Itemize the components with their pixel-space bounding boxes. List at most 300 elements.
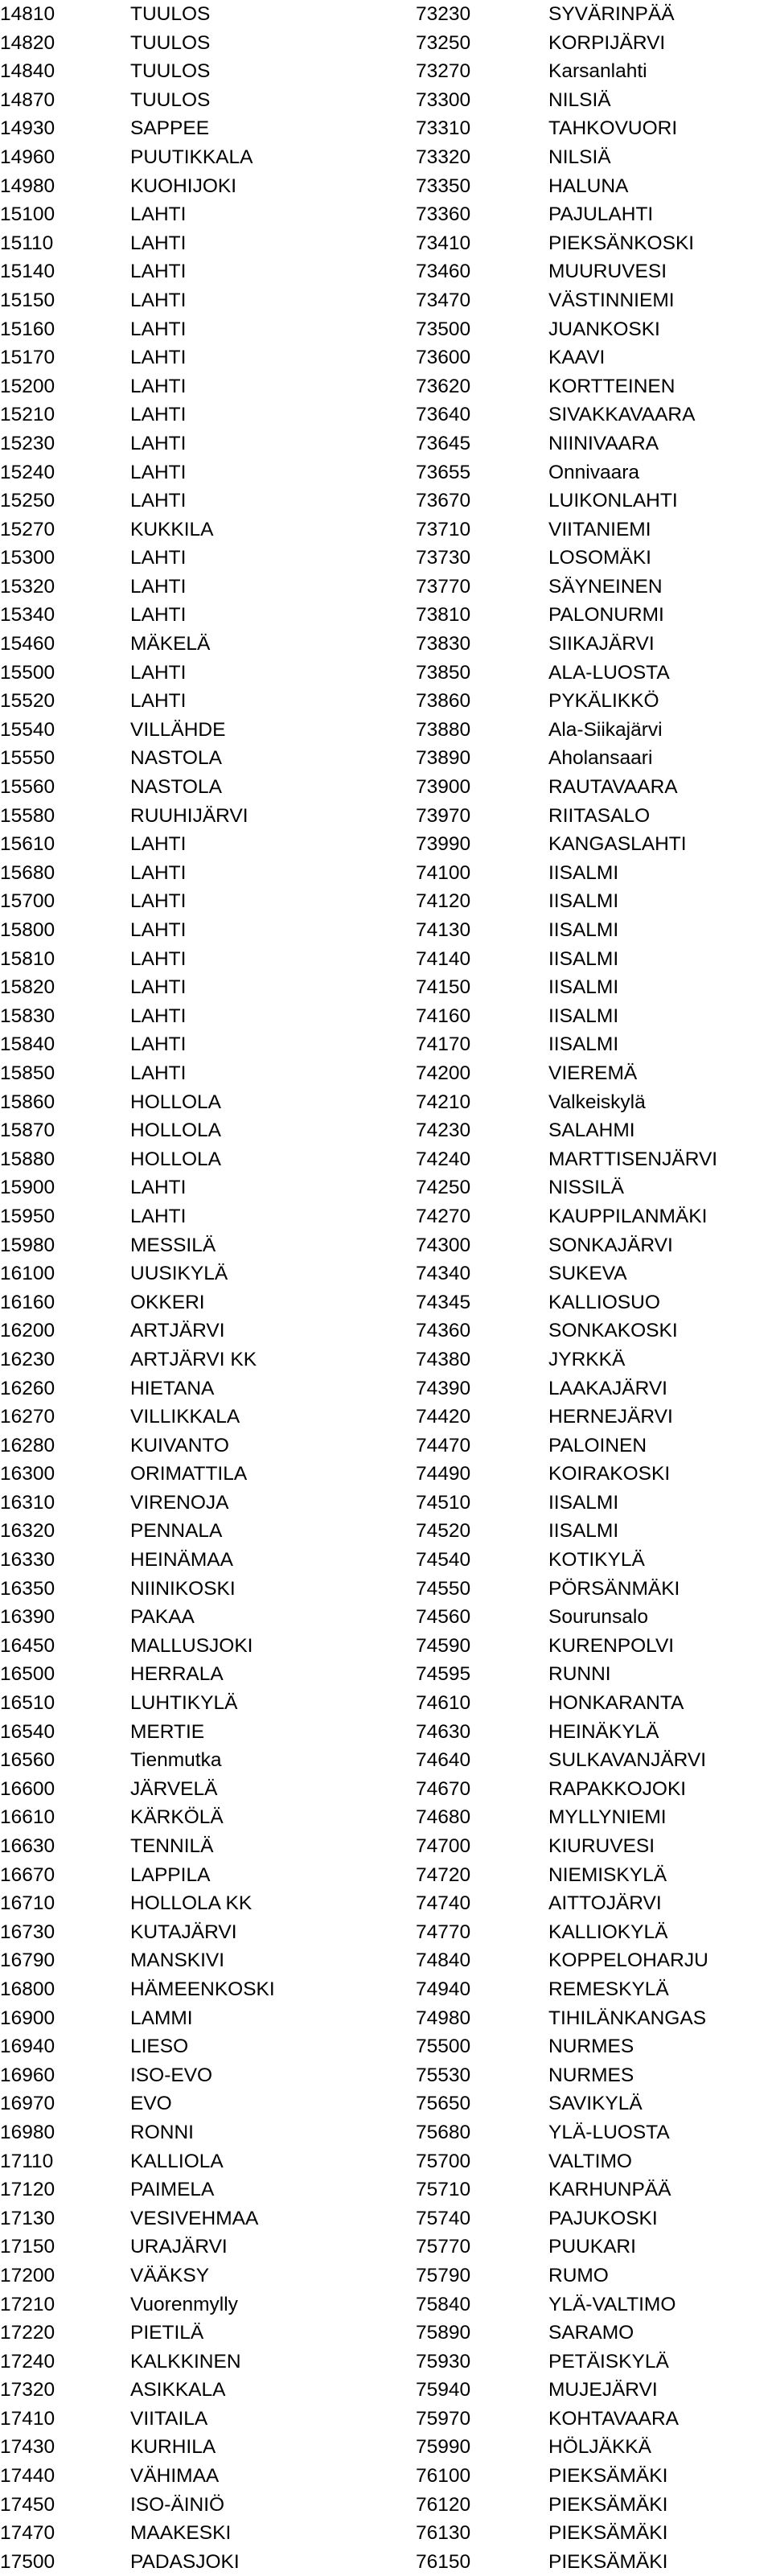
postal-code-left: 16300 (0, 1463, 55, 1485)
place-name-right: NILSIÄ (548, 88, 611, 111)
postal-code-left: 16200 (0, 1320, 55, 1342)
table-row (0, 1746, 772, 1775)
place-name-left: VIITAILA (130, 2407, 208, 2430)
place-name-right: PAJULAHTI (548, 203, 654, 226)
table-row (0, 802, 772, 831)
postal-code-right: 74940 (416, 1978, 471, 2000)
postal-code-right: 75990 (416, 2436, 471, 2459)
place-name-left: TUULOS (130, 31, 211, 54)
postal-code-left: 15140 (0, 261, 55, 283)
table-row (0, 1489, 772, 1518)
postal-code-right: 73460 (416, 261, 471, 283)
postal-code-left: 16900 (0, 2007, 55, 2029)
place-name-left: NIINIKOSKI (130, 1577, 236, 1600)
place-name-left: NASTOLA (130, 747, 222, 770)
postal-code-right: 74340 (416, 1263, 471, 1285)
place-name-left: LAHTI (130, 833, 187, 856)
place-name-right: NIEMISKYLÄ (548, 1863, 667, 1886)
place-name-right: IISALMI (548, 861, 619, 884)
postal-code-right: 73310 (416, 117, 471, 140)
place-name-right: KALLIOSUO (548, 1291, 660, 1313)
place-name-left: RONNI (130, 2121, 194, 2143)
place-name-left: HOLLOLA (130, 1120, 222, 1142)
place-name-left: TUULOS (130, 3, 211, 25)
postal-code-right: 74380 (416, 1348, 471, 1370)
table-row (0, 1861, 772, 1890)
postal-code-left: 14840 (0, 60, 55, 83)
postal-code-left: 17500 (0, 2550, 55, 2573)
postal-code-left: 14810 (0, 3, 55, 25)
place-name-right: IISALMI (548, 947, 619, 970)
postal-code-left: 16270 (0, 1406, 55, 1428)
postal-code-left: 14870 (0, 88, 55, 111)
place-name-left: LAHTI (130, 976, 187, 999)
table-row (0, 1689, 772, 1718)
place-name-left: MESSILÄ (130, 1234, 216, 1256)
place-name-right: MYLLYNIEMI (548, 1806, 667, 1829)
place-name-left: HEINÄMAA (130, 1549, 233, 1571)
postal-code-left: 15680 (0, 861, 55, 884)
postal-code-left: 15550 (0, 747, 55, 770)
place-name-left: LAHTI (130, 947, 187, 970)
table-row (0, 573, 772, 602)
place-name-left: LAHTI (130, 547, 187, 569)
place-name-left: LAHTI (130, 375, 187, 397)
postal-code-left: 15700 (0, 890, 55, 913)
place-name-right: RUMO (548, 2264, 609, 2286)
place-name-right: LUIKONLAHTI (548, 490, 678, 512)
table-row (0, 0, 772, 29)
place-name-left: LAHTI (130, 1062, 187, 1084)
postal-code-left: 16260 (0, 1377, 55, 1399)
postal-code-right: 73360 (416, 203, 471, 226)
place-name-right: YLÄ-VALTIMO (548, 2293, 676, 2315)
postal-code-left: 15460 (0, 633, 55, 655)
place-name-left: ORIMATTILA (130, 1463, 248, 1485)
table-row (0, 2319, 772, 2348)
postal-code-left: 16350 (0, 1577, 55, 1600)
place-name-left: LAHTI (130, 1205, 187, 1227)
postal-code-left: 15980 (0, 1234, 55, 1256)
place-name-left: SAPPEE (130, 117, 210, 140)
place-name-left: LAHTI (130, 861, 187, 884)
postal-code-right: 73830 (416, 633, 471, 655)
postal-code-right: 74470 (416, 1434, 471, 1456)
place-name-right: VÄSTINNIEMI (548, 289, 675, 311)
table-row (0, 916, 772, 945)
place-name-right: IISALMI (548, 890, 619, 913)
place-name-left: PIETILÄ (130, 2322, 204, 2344)
place-name-right: PAJUKOSKI (548, 2207, 658, 2229)
place-name-left: LAMMI (130, 2007, 193, 2029)
table-row (0, 429, 772, 458)
postal-code-left: 15200 (0, 375, 55, 397)
table-row (0, 229, 772, 258)
postal-code-left: 15160 (0, 318, 55, 340)
place-name-right: RUNNI (548, 1663, 611, 1686)
place-name-right: PIEKSÄNKOSKI (548, 232, 695, 254)
table-row (0, 516, 772, 544)
postal-code-left: 17320 (0, 2379, 55, 2401)
postal-code-left: 15320 (0, 575, 55, 598)
place-name-right: KARHUNPÄÄ (548, 2179, 671, 2201)
place-name-left: TUULOS (130, 88, 211, 111)
place-name-right: KURENPOLVI (548, 1634, 675, 1657)
place-name-right: PALONURMI (548, 604, 664, 627)
place-name-right: KALLIOKYLÄ (548, 1921, 668, 1943)
postal-code-left: 16280 (0, 1434, 55, 1456)
place-name-right: IISALMI (548, 976, 619, 999)
place-name-left: LAHTI (130, 490, 187, 512)
place-name-right: HERNEJÄRVI (548, 1406, 673, 1428)
table-row (0, 1603, 772, 1632)
postal-code-left: 16970 (0, 2093, 55, 2115)
place-name-left: LAHTI (130, 203, 187, 226)
postal-code-left: 15610 (0, 833, 55, 856)
postal-code-left: 15300 (0, 547, 55, 569)
table-row (0, 887, 772, 916)
postal-code-right: 74770 (416, 1921, 471, 1943)
table-row (0, 1775, 772, 1804)
postal-code-right: 74520 (416, 1520, 471, 1543)
place-name-left: LAHTI (130, 261, 187, 283)
place-name-right: IISALMI (548, 1520, 619, 1543)
postal-code-right: 74540 (416, 1549, 471, 1571)
place-name-left: MERTIE (130, 1720, 205, 1743)
postal-code-right: 74510 (416, 1491, 471, 1514)
table-row (0, 2290, 772, 2319)
table-row (0, 1460, 772, 1489)
postal-code-left: 17240 (0, 2350, 55, 2373)
table-row (0, 1317, 772, 1346)
place-name-left: PENNALA (130, 1520, 223, 1543)
postal-code-left: 15950 (0, 1205, 55, 1227)
postal-code-left: 15500 (0, 661, 55, 684)
postal-code-left: 17210 (0, 2293, 55, 2315)
table-row (0, 2376, 772, 2405)
postal-code-right: 73250 (416, 31, 471, 54)
postal-code-left: 16390 (0, 1606, 55, 1629)
place-name-left: LAHTI (130, 890, 187, 913)
place-name-right: ALA-LUOSTA (548, 661, 670, 684)
place-name-left: EVO (130, 2093, 172, 2115)
place-name-right: VIEREMÄ (548, 1062, 638, 1084)
place-name-right: PUUKARI (548, 2236, 636, 2258)
place-name-left: LAHTI (130, 404, 187, 426)
place-name-left: LAHTI (130, 232, 187, 254)
place-name-right: JYRKKÄ (548, 1348, 626, 1370)
place-name-right: LAAKAJÄRVI (548, 1377, 667, 1399)
postal-code-right: 73645 (416, 432, 471, 454)
place-name-right: VIITANIEMI (548, 518, 651, 540)
table-row (0, 1660, 772, 1689)
table-row (0, 2175, 772, 2204)
table-row (0, 1059, 772, 1088)
place-name-left: LAHTI (130, 347, 187, 369)
place-name-right: NURMES (548, 2036, 634, 2058)
table-row (0, 1374, 772, 1403)
postal-code-right: 74720 (416, 1863, 471, 1886)
postal-code-right: 74120 (416, 890, 471, 913)
place-name-left: HOLLOLA (130, 1148, 222, 1170)
place-name-left: HOLLOLA KK (130, 1892, 253, 1915)
place-name-right: SULKAVANJÄRVI (548, 1749, 707, 1772)
postal-code-right: 74680 (416, 1806, 471, 1829)
postal-code-right: 75790 (416, 2264, 471, 2286)
postal-code-left: 16310 (0, 1491, 55, 1514)
table-row (0, 1259, 772, 1288)
table-row (0, 343, 772, 372)
place-name-right: SIIKAJÄRVI (548, 633, 655, 655)
place-name-right: NURMES (548, 2064, 634, 2086)
place-name-left: KUIVANTO (130, 1434, 229, 1456)
table-row (0, 1632, 772, 1661)
postal-code-left: 16630 (0, 1835, 55, 1857)
place-name-left: MAAKESKI (130, 2522, 232, 2545)
table-row (0, 1546, 772, 1575)
place-name-right: PIEKSÄMÄKI (548, 2465, 668, 2488)
place-name-right: SAVIKYLÄ (548, 2093, 643, 2115)
postal-code-right: 75740 (416, 2207, 471, 2229)
postal-code-right: 73470 (416, 289, 471, 311)
postal-code-right: 75840 (416, 2293, 471, 2315)
place-name-left: PUUTIKKALA (130, 146, 253, 168)
postal-code-right: 74630 (416, 1720, 471, 1743)
postal-code-left: 16100 (0, 1263, 55, 1285)
postal-code-right: 73270 (416, 60, 471, 83)
table-row (0, 1088, 772, 1117)
table-row (0, 2491, 772, 2520)
place-name-right: SALAHMI (548, 1120, 635, 1142)
place-name-left: LAHTI (130, 919, 187, 941)
table-row (0, 1231, 772, 1260)
postal-code-left: 15250 (0, 490, 55, 512)
place-name-right: Sourunsalo (548, 1606, 648, 1629)
place-name-left: KALKKINEN (130, 2350, 241, 2373)
table-row (0, 601, 772, 630)
postal-code-right: 75930 (416, 2350, 471, 2373)
place-name-left: HOLLOLA (130, 1091, 222, 1113)
postal-code-left: 17470 (0, 2522, 55, 2545)
place-name-right: NILSIÄ (548, 146, 611, 168)
place-name-left: VESIVEHMAA (130, 2207, 259, 2229)
postal-code-left: 15150 (0, 289, 55, 311)
postal-code-left: 14930 (0, 117, 55, 140)
place-name-right: HONKARANTA (548, 1692, 684, 1715)
table-row (0, 1288, 772, 1317)
place-name-right: PIEKSÄMÄKI (548, 2493, 668, 2516)
postal-code-left: 15840 (0, 1033, 55, 1056)
place-name-right: KAUPPILANMÄKI (548, 1205, 708, 1227)
postal-code-right: 73970 (416, 804, 471, 827)
postal-code-right: 75680 (416, 2121, 471, 2143)
place-name-left: MÄKELÄ (130, 633, 211, 655)
place-name-left: LAPPILA (130, 1863, 211, 1886)
place-name-left: KUKKILA (130, 518, 214, 540)
table-row (0, 659, 772, 688)
place-name-left: LAHTI (130, 318, 187, 340)
postal-code-right: 75890 (416, 2322, 471, 2344)
table-row (0, 2262, 772, 2290)
table-row (0, 200, 772, 229)
place-name-left: KUOHIJOKI (130, 175, 237, 197)
postal-code-left: 17410 (0, 2407, 55, 2430)
postal-code-right: 74150 (416, 976, 471, 999)
table-row (0, 2519, 772, 2548)
table-row (0, 86, 772, 115)
table-row (0, 830, 772, 859)
postal-code-left: 16450 (0, 1634, 55, 1657)
place-name-left: LAHTI (130, 604, 187, 627)
table-row (0, 57, 772, 86)
postal-code-left: 16320 (0, 1520, 55, 1543)
postal-code-right: 75530 (416, 2064, 471, 2086)
table-row (0, 1173, 772, 1202)
place-name-left: MALLUSJOKI (130, 1634, 253, 1657)
table-row (0, 2433, 772, 2462)
place-name-left: LAHTI (130, 661, 187, 684)
place-name-right: Ala-Siikajärvi (548, 718, 663, 741)
place-name-left: VIRENOJA (130, 1491, 229, 1514)
postal-code-left: 16500 (0, 1663, 55, 1686)
postal-code-right: 74390 (416, 1377, 471, 1399)
place-name-left: LUHTIKYLÄ (130, 1692, 238, 1715)
place-name-right: SYVÄRINPÄÄ (548, 3, 675, 25)
table-row (0, 773, 772, 802)
place-name-left: VILLIKKALA (130, 1406, 240, 1428)
place-name-right: HEINÄKYLÄ (548, 1720, 659, 1743)
postal-code-left: 15810 (0, 947, 55, 970)
table-row (0, 315, 772, 344)
postal-code-left: 17220 (0, 2322, 55, 2344)
postal-code-right: 74300 (416, 1234, 471, 1256)
place-name-right: MUURUVESI (548, 261, 667, 283)
place-name-right: Aholansaari (548, 747, 653, 770)
place-name-left: UUSIKYLÄ (130, 1263, 228, 1285)
place-name-right: KIURUVESI (548, 1835, 655, 1857)
table-row (0, 2233, 772, 2262)
postal-code-left: 15850 (0, 1062, 55, 1084)
place-name-right: TIHILÄNKANGAS (548, 2007, 707, 2029)
postal-code-left: 16790 (0, 1949, 55, 1972)
place-name-right: AITTOJÄRVI (548, 1892, 662, 1915)
postal-code-right: 74170 (416, 1033, 471, 1056)
table-row (0, 2004, 772, 2033)
place-name-right: Onnivaara (548, 461, 640, 483)
postal-code-left: 15110 (0, 232, 54, 254)
postal-code-left: 15340 (0, 604, 55, 627)
place-name-right: IISALMI (548, 1033, 619, 1056)
table-row (0, 1718, 772, 1747)
place-name-left: HÄMEENKOSKI (130, 1978, 275, 2000)
table-row (0, 1116, 772, 1145)
table-row (0, 487, 772, 516)
postal-code-right: 74560 (416, 1606, 471, 1629)
postal-code-right: 75710 (416, 2179, 471, 2201)
table-row (0, 2147, 772, 2176)
postal-code-right: 74550 (416, 1577, 471, 1600)
table-row (0, 1832, 772, 1861)
place-name-right: PÖRSÄNMÄKI (548, 1577, 680, 1600)
place-name-left: ISO-ÄINIÖ (130, 2493, 225, 2516)
table-row (0, 973, 772, 1002)
table-row (0, 1346, 772, 1374)
place-name-right: KAAVI (548, 347, 606, 369)
table-row (0, 859, 772, 888)
place-name-right: Karsanlahti (548, 60, 647, 83)
postal-code-left: 17150 (0, 2236, 55, 2258)
place-name-right: RAPAKKOJOKI (548, 1777, 687, 1800)
postal-code-right: 74360 (416, 1320, 471, 1342)
postal-code-left: 16710 (0, 1892, 55, 1915)
place-name-right: YLÄ-LUOSTA (548, 2121, 670, 2143)
postal-code-left: 16610 (0, 1806, 55, 1829)
table-row (0, 1803, 772, 1832)
postal-code-left: 15240 (0, 461, 55, 483)
postal-code-left: 14820 (0, 31, 55, 54)
place-name-right: SÄYNEINEN (548, 575, 663, 598)
table-row (0, 114, 772, 143)
postal-code-right: 73770 (416, 575, 471, 598)
postal-code-left: 16540 (0, 1720, 55, 1743)
table-row (0, 143, 772, 172)
place-name-left: HIETANA (130, 1377, 215, 1399)
place-name-right: HÖLJÄKKÄ (548, 2436, 651, 2459)
place-name-left: LAHTI (130, 1177, 187, 1199)
table-row (0, 544, 772, 573)
table-row (0, 2089, 772, 2118)
postal-code-right: 74270 (416, 1205, 471, 1227)
place-name-left: LAHTI (130, 575, 187, 598)
place-name-right: VALTIMO (548, 2150, 632, 2172)
place-name-right: REMESKYLÄ (548, 1978, 669, 2000)
postal-code-right: 74345 (416, 1291, 471, 1313)
postal-code-right: 74250 (416, 1177, 471, 1199)
postal-code-right: 73655 (416, 461, 471, 483)
place-name-left: KÄRKÖLÄ (130, 1806, 224, 1829)
place-name-right: PALOINEN (548, 1434, 647, 1456)
table-row (0, 1946, 772, 1975)
postal-code-right: 75970 (416, 2407, 471, 2430)
postal-code-right: 74420 (416, 1406, 471, 1428)
postal-code-left: 16980 (0, 2121, 55, 2143)
postal-code-left: 16510 (0, 1692, 55, 1715)
place-name-right: KOPPELOHARJU (548, 1949, 708, 1972)
table-row (0, 2405, 772, 2434)
table-row (0, 2204, 772, 2233)
table-row (0, 1975, 772, 2004)
table-row (0, 687, 772, 716)
postal-code-right: 74610 (416, 1692, 471, 1715)
postal-code-right: 73410 (416, 232, 471, 254)
postal-code-right: 76100 (416, 2465, 471, 2488)
table-row (0, 2348, 772, 2377)
place-name-left: NASTOLA (130, 776, 222, 799)
postal-code-left: 15900 (0, 1177, 55, 1199)
place-name-right: SIVAKKAVAARA (548, 404, 696, 426)
postal-code-right: 73880 (416, 718, 471, 741)
postal-code-right: 74590 (416, 1634, 471, 1657)
postal-code-left: 15100 (0, 203, 55, 226)
postal-code-left: 17130 (0, 2207, 55, 2229)
postal-code-left: 17430 (0, 2436, 55, 2459)
postal-code-right: 73900 (416, 776, 471, 799)
postal-code-left: 17440 (0, 2465, 55, 2488)
postal-code-left: 16960 (0, 2064, 55, 2086)
place-name-left: PAKAA (130, 1606, 195, 1629)
postal-code-right: 74130 (416, 919, 471, 941)
place-name-left: ISO-EVO (130, 2064, 213, 2086)
